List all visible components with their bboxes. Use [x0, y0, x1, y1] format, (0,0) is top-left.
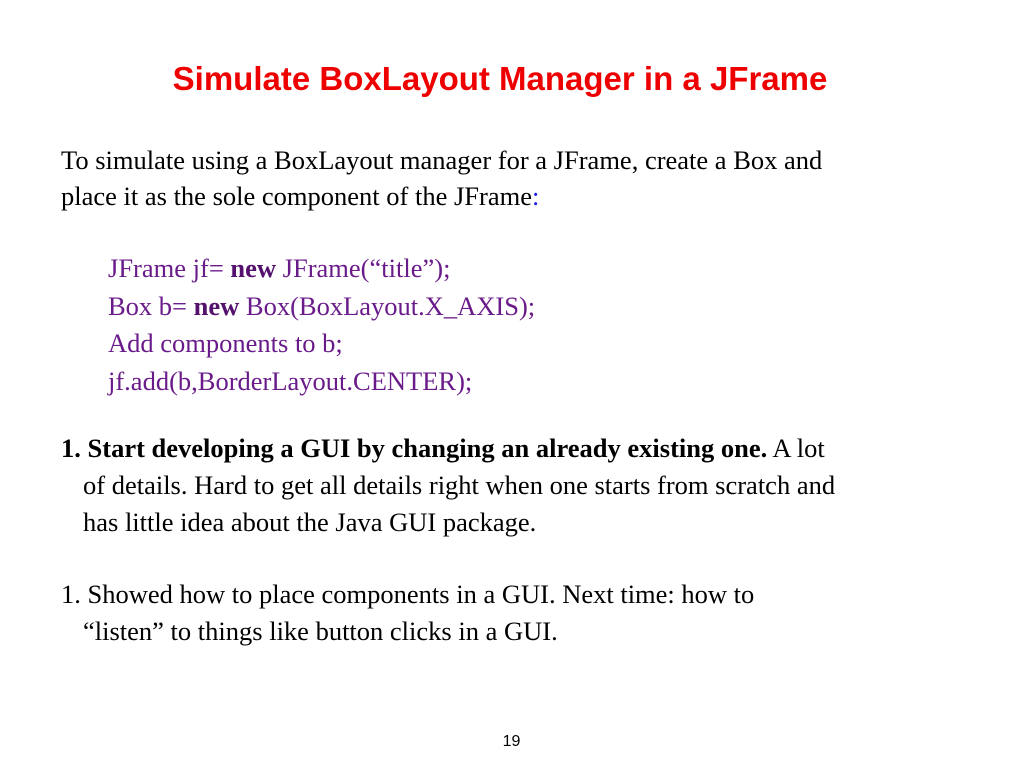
bullet-1-line-2: of details. Hard to get all details right when one starts from scratch and	[83, 470, 836, 500]
code-line-1	[108, 250, 535, 288]
bullet-1-bold-text: 1. Start developing a GUI by changing an already existing one.	[61, 433, 768, 463]
code-line-4: jf.add(b,BorderLayout.CENTER);	[108, 365, 473, 396]
page-number: 19	[502, 733, 521, 750]
code-line-1-pre: JFrame jf=	[108, 253, 231, 283]
code-line-2-post: Box(BoxLayout.X_AXIS);	[239, 290, 536, 321]
bullet-1-line-3: has little idea about the Java GUI package.	[83, 507, 537, 537]
intro-line-2: place it as the sole component of the JFrame	[61, 181, 532, 211]
code-block	[108, 250, 535, 400]
bullet-2-line-2: “listen” to things like button clicks in a GUI.	[83, 616, 558, 646]
slide-title: Simulate BoxLayout Manager in a JFrame	[172, 60, 828, 97]
bullet-1-text: A lot	[767, 433, 825, 463]
code-keyword-new-2: new	[193, 290, 240, 321]
code-line-3: Add components to b;	[108, 328, 343, 358]
code-keyword-new-1: new	[230, 253, 277, 283]
intro-line-1: To simulate using a BoxLayout manager for a JFrame, create a Box and	[61, 145, 823, 175]
code-line-2-pre: Box b=	[108, 290, 194, 321]
code-line-2	[108, 288, 535, 326]
bullet-2-line-1: 1. Showed how to place components in a GUI. Next time: how to	[61, 579, 755, 609]
intro-colon: :	[531, 181, 540, 211]
code-line-1-post: JFrame(“title”);	[276, 253, 451, 283]
bullet-point-2	[61, 576, 981, 650]
intro-paragraph	[61, 142, 981, 214]
bullet-point-1	[61, 430, 981, 541]
